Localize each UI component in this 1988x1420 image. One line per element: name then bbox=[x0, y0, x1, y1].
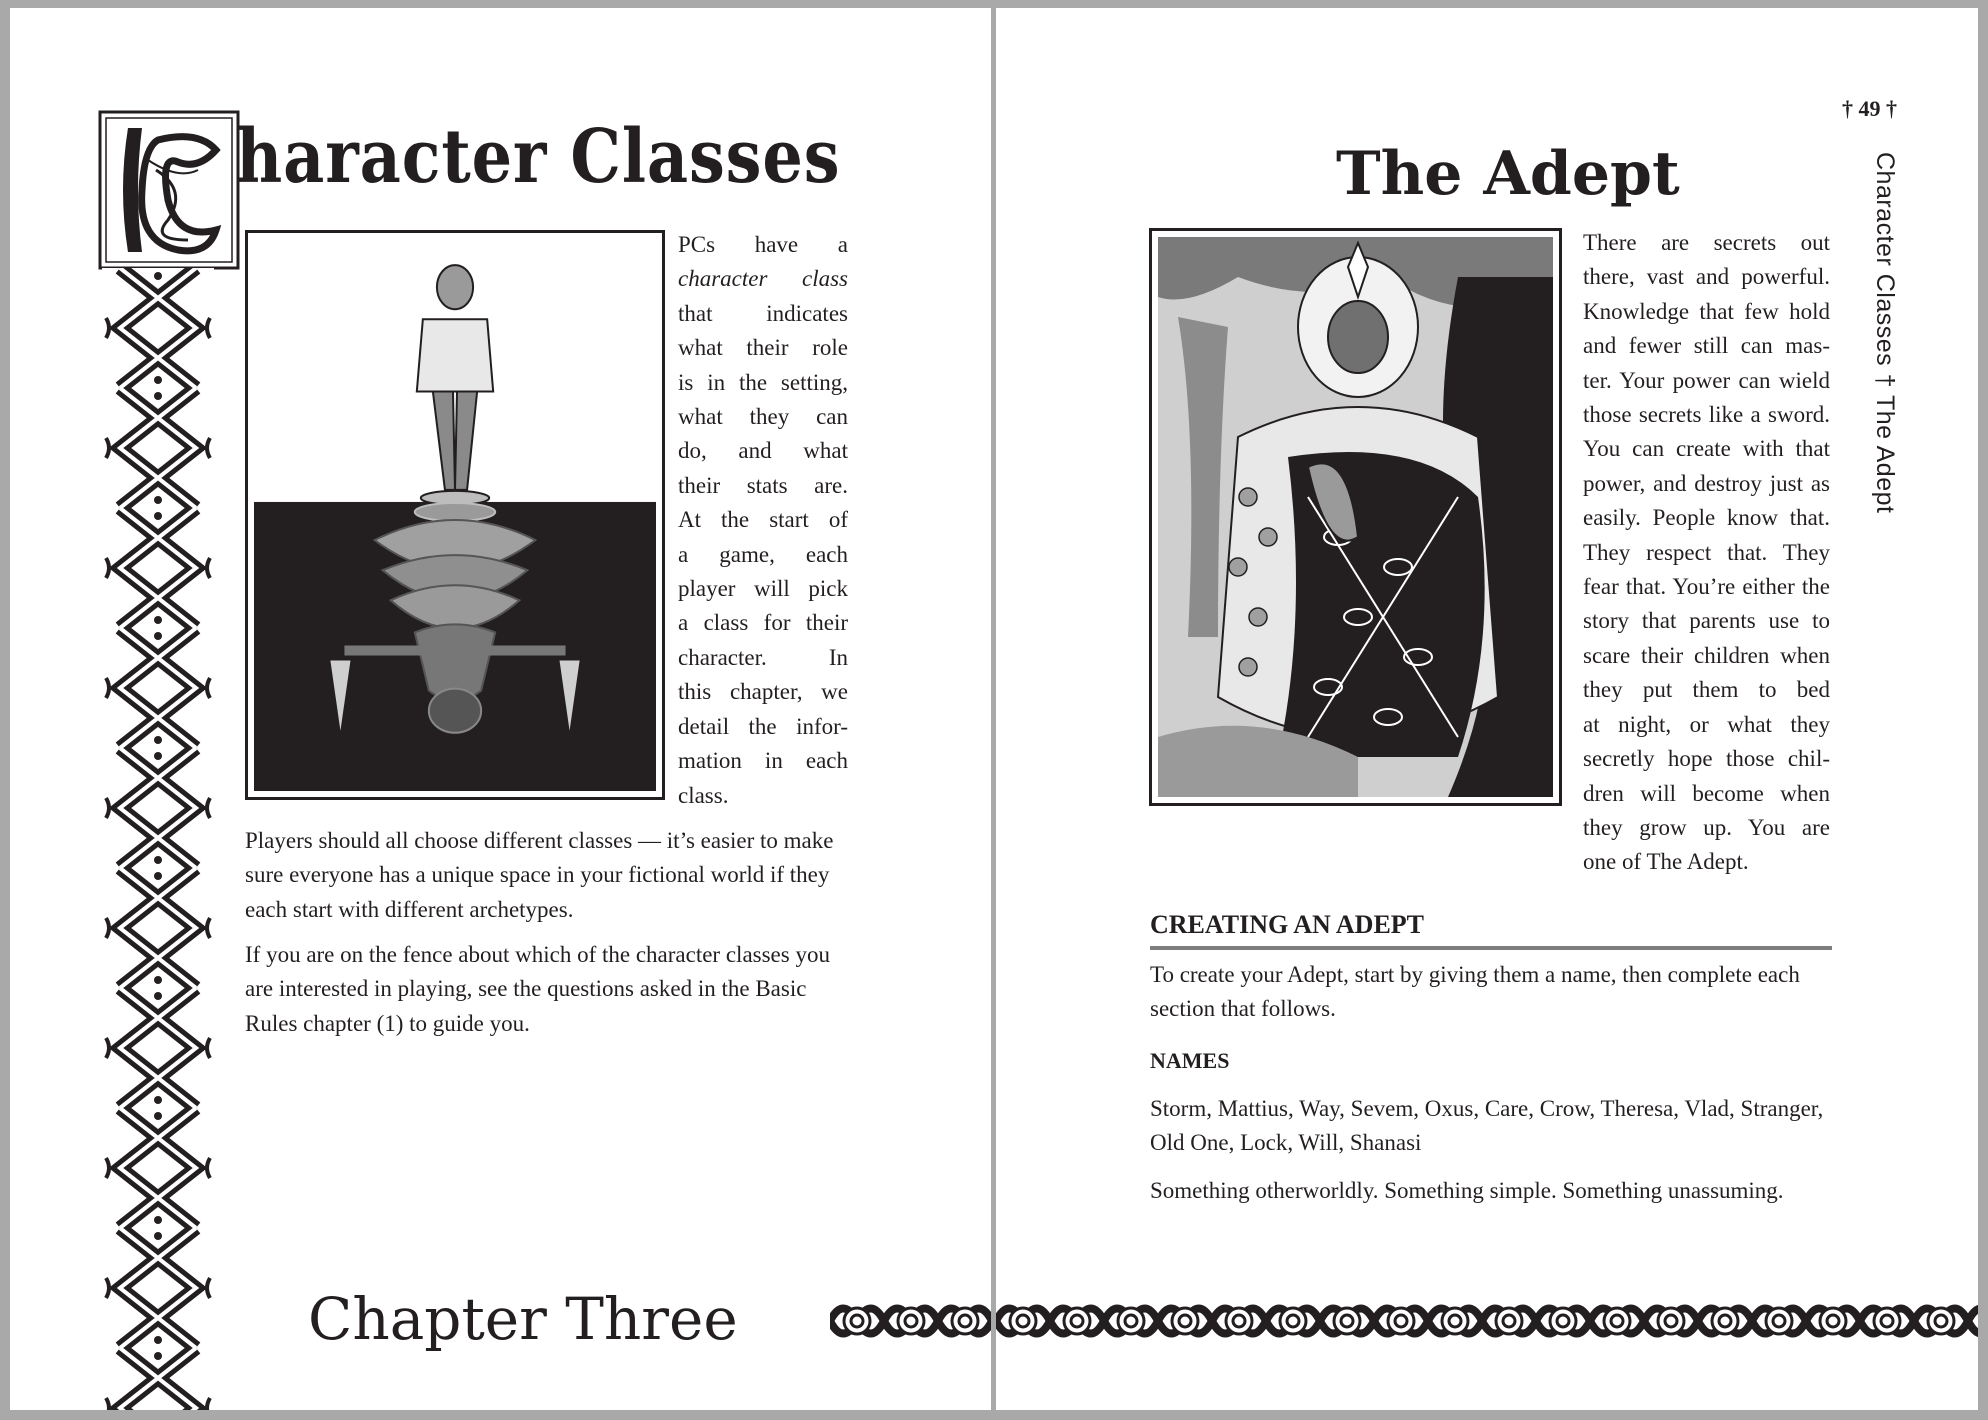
intro-line: At the start of bbox=[678, 507, 848, 533]
intro-line: easily. People know that. bbox=[1583, 505, 1830, 531]
intro-line: You can create with that bbox=[1583, 436, 1830, 462]
running-head: Character Classes † The Adept bbox=[1871, 152, 1899, 514]
intro-line: They respect that. They bbox=[1583, 539, 1830, 565]
class-title: The Adept bbox=[1336, 139, 1680, 209]
heading-rest: haracter Classes bbox=[236, 114, 841, 200]
intro-line: PCs have a bbox=[678, 232, 848, 257]
intro-line: ter. Your power can wield bbox=[1583, 367, 1830, 393]
intro-line: they grow up. You are bbox=[1583, 814, 1830, 840]
intro-line: scare their children when bbox=[1583, 642, 1830, 668]
intro-line: player will pick bbox=[678, 576, 848, 602]
intro-line: those secrets like a sword. bbox=[1583, 402, 1830, 428]
intro-line: detail the infor- bbox=[678, 713, 848, 739]
intro-line: at night, or what they bbox=[1583, 711, 1830, 737]
intro-line: what their role bbox=[678, 335, 848, 361]
intro-line: power, and destroy just as bbox=[1583, 470, 1830, 496]
intro-line: story that parents use to bbox=[1583, 608, 1830, 634]
intro-line: that indicates bbox=[678, 300, 848, 326]
intro-line: and fewer still can mas- bbox=[1583, 333, 1830, 359]
illustration-adept bbox=[1149, 228, 1562, 806]
intro-line: mation in each bbox=[678, 748, 848, 774]
chapter-heading bbox=[236, 114, 841, 200]
intro-line: what they can bbox=[678, 404, 848, 430]
intro-line: dren will become when bbox=[1583, 780, 1830, 806]
intro-line: one of The Adept. bbox=[1583, 849, 1749, 875]
intro-line: there, vast and powerful. bbox=[1583, 264, 1830, 290]
intro-line: a class for their bbox=[678, 610, 848, 636]
paragraph-different-classes: Players should all choose different classes — it’s easier to make sure everyone has a unique space in your fictional world if they each start with different archetypes. bbox=[245, 828, 834, 922]
creating-heading: CREATING AN ADEPT bbox=[1150, 910, 1425, 939]
intro-line: character. In bbox=[678, 644, 848, 670]
intro-line: is in the setting, bbox=[678, 369, 848, 395]
intro-line: There are secrets out bbox=[1583, 230, 1830, 255]
page-number: † 49 † bbox=[1842, 96, 1897, 121]
intro-line: Knowledge that few hold bbox=[1583, 298, 1830, 324]
intro-line: their stats are. bbox=[678, 472, 848, 498]
celtic-knot-border bbox=[102, 268, 214, 1410]
names-heading: NAMES bbox=[1150, 1048, 1230, 1073]
intro-column-left bbox=[678, 228, 848, 813]
chapter-label: Chapter Three bbox=[308, 1285, 738, 1353]
intro-line: they put them to bed bbox=[1583, 677, 1830, 703]
names-note: Something otherworldly. Something simple. Something unassuming. bbox=[1150, 1178, 1784, 1203]
left-page bbox=[10, 8, 991, 1410]
rosette-chain-border bbox=[830, 1290, 991, 1352]
intro-line: class. bbox=[678, 782, 729, 808]
intro-line: do, and what bbox=[678, 438, 848, 464]
illustration-reflected-figure bbox=[245, 230, 665, 800]
right-page bbox=[996, 8, 1978, 1410]
paragraph-choosing-class: If you are on the fence about which of the character classes you are interested in playing, see the questions asked in the Basic Rules chapter (1) to guide you. bbox=[245, 942, 830, 1036]
intro-line: character class bbox=[678, 266, 848, 292]
section-rule bbox=[1150, 946, 1832, 950]
names-list: Storm, Mattius, Way, Sevem, Oxus, Care, Crow, Theresa, Vlad, Stranger, Old One, Lock, Will, Shanasi bbox=[1150, 1096, 1824, 1156]
intro-line: this chapter, we bbox=[678, 679, 848, 705]
intro-column-right bbox=[1583, 226, 1830, 880]
intro-line: a game, each bbox=[678, 541, 848, 567]
intro-line: fear that. You’re either the bbox=[1583, 574, 1830, 600]
intro-line: secretly hope those chil- bbox=[1583, 746, 1830, 772]
creating-text: To create your Adept, start by giving them a name, then complete each section that follows. bbox=[1150, 962, 1800, 1022]
drop-cap-illumination bbox=[98, 110, 240, 270]
rosette-chain-border bbox=[996, 1290, 1978, 1352]
